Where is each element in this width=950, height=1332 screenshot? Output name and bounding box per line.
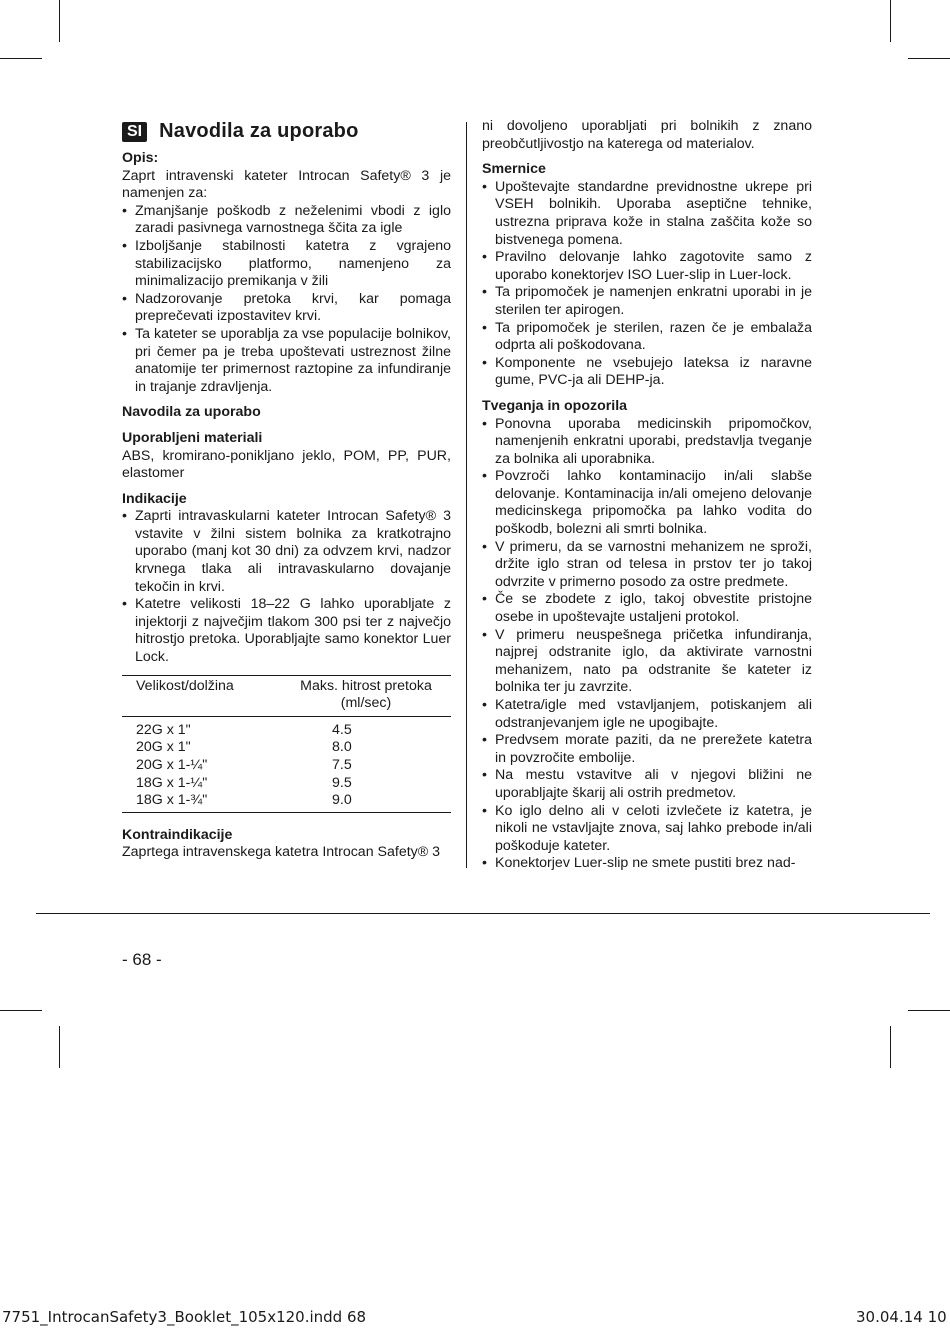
guidelines-list xyxy=(482,179,812,390)
list-item: • Upoštevajte standardne previdnostne ukrepe pri VSEH bolnikih. Uporaba aseptične tehnike, ustrezna priprava kože in stalna zaščita kože so bistvenega pomena. xyxy=(482,179,812,249)
table-cell-size: 20G x 1" xyxy=(136,739,191,756)
list-item: • Konektorjev Luer-slip ne smete pustiti brez nad- xyxy=(482,855,812,873)
column-header-size: Velikost/dolžina xyxy=(136,677,234,694)
crop-mark xyxy=(908,1010,950,1011)
indications-heading: Indikacije xyxy=(122,490,187,507)
list-item: • Ta kateter se uporablja za vse populacije bolnikov, pri čemer pa je treba upoštevati ustreznost žilne anatomije ter primernost raztopine za infundiranje in trajanje zdravljenja. xyxy=(122,326,451,396)
list-item: • Predvsem morate paziti, da ne prerežete katetra in povzročite embolije. xyxy=(482,732,812,767)
continued-text: ni dovoljeno uporabljati pri bolnikih z znano preobčutljivostjo na katerega od materialov. xyxy=(482,118,812,152)
table-cell-rate: 4.5 xyxy=(332,721,352,738)
list-item: • Zmanjšanje poškodb z neželenimi vbodi z iglo zaradi pasivnega varnostnega ščita za igle xyxy=(122,203,451,238)
crop-mark xyxy=(59,0,60,42)
list-item: • Ta pripomoček je namenjen enkratni uporabi in je sterilen ter apirogen. xyxy=(482,284,812,319)
table-row xyxy=(122,792,451,810)
table-row xyxy=(122,739,451,757)
risks-heading: Tveganja in opozorila xyxy=(482,397,628,414)
table-row xyxy=(122,775,451,793)
list-item: • Izboljšanje stabilnosti katetra z vgrajeno stabilizacijsko platformo, namenjeno za minimalizacijo premikanja v žili xyxy=(122,238,451,291)
flow-rate-table xyxy=(122,675,451,813)
crop-mark xyxy=(0,1010,42,1011)
materials-text: ABS, kromirano-ponikljano jeklo, POM, PP, PUR, elastomer xyxy=(122,447,451,482)
column-divider xyxy=(466,122,467,868)
list-item: • Ta pripomoček je sterilen, razen če je embalaža odprta ali poškodovana. xyxy=(482,320,812,355)
crop-mark xyxy=(0,58,42,59)
list-item: • Katetra/igle med vstavljanjem, potiskanjem ali odstranjevanjem igle ne upogibajte. xyxy=(482,697,812,732)
guidelines-heading: Smernice xyxy=(482,161,546,178)
list-item: • Pravilno delovanje lahko zagotovite samo z uporabo konektorjev ISO Luer-slip in Luer-lock. xyxy=(482,249,812,284)
list-item: • Na mestu vstavitve ali v njegovi bližini ne uporabljajte škarij ali ostrih predmetov. xyxy=(482,767,812,802)
risks-list xyxy=(482,416,812,873)
instructions-heading: Navodila za uporabo xyxy=(122,404,261,421)
table-cell-rate: 9.0 xyxy=(332,792,352,809)
table-row xyxy=(122,757,451,775)
indications-list xyxy=(122,508,451,666)
crop-mark xyxy=(59,1026,60,1068)
table-cell-size: 22G x 1" xyxy=(136,721,191,738)
materials-heading: Uporabljeni materiali xyxy=(122,429,263,446)
list-item: • V primeru neuspešnega pričetka infundiranja, najprej odstranite iglo, da aktivirate varnostni mehanizem, nato pa odstranite še kateter iz bolnika ter ju zavrzite. xyxy=(482,627,812,697)
list-item: • V primeru, da se varnostni mehanizem ne sproži, držite iglo stran od telesa in prstov ter jo takoj odvrzite v primerno posodo za ostre predmete. xyxy=(482,539,812,592)
list-item: • Če se zbodete z iglo, takoj obvestite pristojne osebe in upoštevajte ustaljeni protokol. xyxy=(482,591,812,626)
left-column xyxy=(122,118,451,862)
contraindications-heading: Kontraindikacije xyxy=(122,826,233,843)
table-header xyxy=(122,676,451,717)
list-item: • Nadzorovanje pretoka krvi, kar pomaga preprečevati izpostavitev krvi. xyxy=(122,291,451,326)
list-item: • Zaprti intravaskularni kateter Introcan Safety® 3 vstavite v žilni sistem bolnika za kratkotrajno uporabo (manj kot 30 dni) za odvzem krvi, nadzor krvnega tlaka ali intravaskularno dovajanje tekočin in krvi. xyxy=(122,508,451,596)
language-badge: SI xyxy=(122,122,147,142)
page-number: - 68 - xyxy=(122,950,162,969)
table-cell-size: 18G x 1-¾" xyxy=(136,792,208,809)
table-cell-size: 18G x 1-¼" xyxy=(136,774,208,791)
list-item: • Katetre velikosti 18–22 G lahko uporabljate z injektorji z največjim tlakom 300 psi ter z največjo hitrostjo pretoka. Uporabljajte samo konektor Luer Lock. xyxy=(122,596,451,666)
right-column xyxy=(482,118,812,873)
table-cell-rate: 8.0 xyxy=(332,739,352,756)
list-item: • Ponovna uporaba medicinskih pripomočkov, namenjenih enkratni uporabi, predstavlja tveganje za bolnika ali uporabnika. xyxy=(482,416,812,469)
table-cell-rate: 7.5 xyxy=(332,757,352,773)
page-title: Navodila za uporabo xyxy=(159,120,359,143)
table-cell-rate: 9.5 xyxy=(332,774,352,791)
description-text: Zaprt intravenski kateter Introcan Safety® 3 je namenjen za: xyxy=(122,167,451,202)
table-row xyxy=(122,722,451,740)
crop-mark xyxy=(908,58,950,59)
slug-date: 30.04.14 10 xyxy=(856,1308,947,1326)
list-item: • Komponente ne vsebujejo lateksa iz naravne gume, PVC-ja ali DEHP-ja. xyxy=(482,355,812,390)
crop-mark xyxy=(890,0,891,42)
title-row xyxy=(122,122,451,142)
footer-rule xyxy=(36,913,930,914)
list-item: • Povzroči lahko kontaminacijo in/ali slabše delovanje. Kontaminacija in/ali omejeno delovanje medicinskega pripomočka pa lahko vodita do poškodb, bolezni ali smrti bolnika. xyxy=(482,468,812,538)
description-list xyxy=(122,203,451,397)
table-cell-size: 20G x 1-¼" xyxy=(136,757,208,773)
column-header-rate: Maks. hitrost pretoka (ml/sec) xyxy=(300,677,432,712)
slug-filename: 7751_IntrocanSafety3_Booklet_105x120.indd 68 xyxy=(2,1308,367,1326)
contraindications-text: Zaprtega intravenskega katetra Introcan Safety® 3 xyxy=(122,844,441,861)
description-heading: Opis: xyxy=(122,150,159,166)
crop-mark xyxy=(890,1026,891,1068)
list-item: • Ko iglo delno ali v celoti izvlečete iz katetra, je nikoli ne vstavljajte znova, saj lahko prebode in/ali poškoduje kateter. xyxy=(482,803,812,856)
